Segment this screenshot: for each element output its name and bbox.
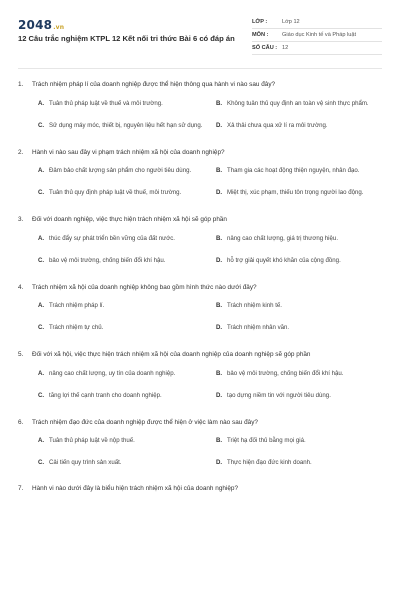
option-text: tăng lợi thế cạnh tranh cho doanh nghiệp.: [49, 391, 162, 399]
question-number: 7.: [18, 485, 24, 492]
answer-options: [18, 163, 382, 202]
option-letter: C.: [38, 459, 45, 467]
question: [18, 283, 382, 338]
option-text: Đảm bảo chất lượng sản phẩm cho người tiêu dùng.: [49, 167, 192, 175]
option-text: Xả thải chưa qua xử lí ra môi trường.: [227, 121, 328, 129]
option-letter: B.: [216, 302, 223, 310]
question-text: Hành vi nào dưới đây là biểu hiện trách nhiệm xã hội của doanh nghiệp?: [32, 485, 239, 492]
answer-options: [18, 298, 382, 337]
option-letter: A.: [38, 302, 45, 310]
question-stem: [18, 148, 382, 158]
option-letter: D.: [216, 189, 223, 197]
document-title: 12 Câu trắc nghiệm KTPL 12 Kết nối tri thức Bài 6 có đáp án: [18, 34, 235, 43]
meta-value: 12: [282, 45, 289, 51]
option-letter: D.: [216, 391, 223, 399]
answer-option[interactable]: [38, 253, 204, 270]
option-letter: D.: [216, 459, 223, 467]
option-text: Tham gia các hoạt động thiện nguyện, nhân đạo.: [227, 167, 360, 175]
meta-row-count: [252, 42, 382, 55]
answer-option[interactable]: [216, 231, 382, 248]
answer-option[interactable]: [216, 298, 382, 315]
question: [18, 418, 382, 473]
option-letter: C.: [38, 256, 45, 264]
option-letter: D.: [216, 121, 223, 129]
logo-suffix: .vn: [53, 24, 65, 31]
question-text: Đối với xã hội, việc thực hiện trách nhiệm xã hội của doanh nghiệp của doanh nghiệp sẽ góp phần: [32, 351, 311, 358]
question-list: [18, 80, 382, 492]
logo-text: 2048: [18, 18, 53, 32]
question-number: 5.: [18, 351, 24, 358]
option-text: Tuân thủ pháp luật về nộp thuế.: [49, 437, 135, 445]
option-letter: D.: [216, 324, 223, 332]
question: [18, 80, 382, 135]
meta-label: SỐ CÂU :: [252, 45, 278, 51]
answer-option[interactable]: [216, 433, 382, 450]
question: [18, 215, 382, 270]
answer-option[interactable]: [38, 185, 204, 202]
answer-option[interactable]: [38, 433, 204, 450]
option-text: Sử dụng máy móc, thiết bị, nguyên liệu hết hạn sử dụng.: [49, 121, 203, 129]
answer-option[interactable]: [216, 253, 382, 270]
answer-option[interactable]: [38, 96, 204, 113]
option-text: Tuân thủ quy định pháp luật về thuế, môi trường.: [49, 189, 182, 197]
option-text: Trách nhiệm tự chủ.: [49, 324, 104, 332]
question-number: 1.: [18, 81, 24, 88]
option-letter: A.: [38, 234, 45, 242]
question: [18, 350, 382, 405]
question-number: 3.: [18, 216, 24, 223]
answer-option[interactable]: [216, 320, 382, 337]
question-stem: [18, 80, 382, 90]
document-header: [18, 12, 382, 62]
answer-option[interactable]: [38, 366, 204, 383]
option-letter: A.: [38, 369, 45, 377]
option-text: nâng cao chất lượng, giá trị thương hiệu.: [227, 234, 339, 242]
option-letter: C.: [38, 189, 45, 197]
option-letter: B.: [216, 167, 223, 175]
question-text: Trách nhiệm xã hội của doanh nghiệp không bao gồm hình thức nào dưới đây?: [32, 283, 257, 291]
option-letter: A.: [38, 99, 45, 107]
meta-row-subject: [252, 29, 382, 42]
option-text: Thực hiện đạo đức kinh doanh.: [227, 459, 312, 467]
question-number: 2.: [18, 148, 24, 156]
option-letter: B.: [216, 234, 223, 242]
document-meta: [252, 16, 382, 55]
question-text: Trách nhiệm đạo đức của doanh nghiệp được thể hiện ở việc làm nào sau đây?: [32, 418, 258, 426]
option-letter: C.: [38, 391, 45, 399]
meta-row-class: [252, 16, 382, 29]
answer-options: [18, 96, 382, 135]
question-text: Đối với doanh nghiệp, việc thực hiện trách nhiệm xã hội sẽ góp phần: [32, 216, 227, 223]
answer-option[interactable]: [38, 298, 204, 315]
answer-option[interactable]: [216, 96, 382, 113]
question-text: Hành vi nào sau đây vi phạm trách nhiệm xã hội của doanh nghiệp?: [32, 148, 225, 156]
option-text: Cải tiến quy trình sản xuất.: [49, 459, 122, 467]
option-text: nâng cao chất lượng, uy tín của doanh nghiệp.: [49, 369, 176, 377]
option-text: thúc đẩy sự phát triển bền vững của đất nước.: [49, 234, 175, 242]
option-text: Trách nhiệm pháp lí.: [49, 302, 105, 310]
question-stem: [18, 283, 382, 293]
answer-option[interactable]: [38, 388, 204, 405]
meta-label: MÔN :: [252, 32, 269, 38]
option-text: tạo dựng niềm tin với người tiêu dùng.: [227, 391, 331, 399]
answer-option[interactable]: [38, 231, 204, 248]
option-letter: A.: [38, 437, 45, 445]
option-letter: B.: [216, 369, 223, 377]
option-text: Trách nhiệm kinh tế.: [227, 302, 282, 310]
question-stem-cutoff: [18, 485, 382, 492]
answer-option[interactable]: [216, 455, 382, 472]
site-logo[interactable]: [18, 18, 64, 32]
question-text: Trách nhiệm pháp lí của doanh nghiệp được thể hiện thông qua hành vi nào sau đây?: [32, 81, 276, 88]
answer-option[interactable]: [216, 388, 382, 405]
option-text: Trách nhiệm nhân văn.: [227, 324, 290, 332]
question-stem: [18, 418, 382, 428]
option-letter: B.: [216, 99, 223, 107]
header-divider: [18, 68, 382, 69]
answer-option[interactable]: [38, 320, 204, 337]
question: [18, 148, 382, 203]
answer-options: [18, 433, 382, 472]
question-number: 4.: [18, 283, 24, 291]
option-letter: D.: [216, 256, 223, 264]
option-text: bảo vệ môi trường, chống biến đổi khí hậu.: [227, 369, 344, 377]
option-text: Tuân thủ pháp luật về thuế và môi trường.: [49, 99, 163, 107]
answer-option[interactable]: [38, 118, 204, 135]
option-letter: C.: [38, 121, 45, 129]
option-letter: C.: [38, 324, 45, 332]
option-text: Không tuân thủ quy định an toàn vệ sinh thực phẩm.: [227, 99, 369, 107]
answer-option[interactable]: [216, 163, 382, 180]
answer-options: [18, 231, 382, 270]
option-text: Miệt thị, xúc phạm, thiếu tôn trọng người lao động.: [227, 189, 364, 197]
meta-value: Giáo dục Kinh tế và Pháp luật: [282, 32, 357, 38]
option-letter: A.: [38, 167, 45, 175]
option-text: bảo vệ môi trường, chống biến đổi khí hậu.: [49, 256, 166, 264]
answer-options: [18, 366, 382, 405]
answer-option[interactable]: [38, 455, 204, 472]
meta-label: LỚP :: [252, 19, 268, 25]
option-letter: B.: [216, 437, 223, 445]
answer-option[interactable]: [216, 366, 382, 383]
answer-option[interactable]: [38, 163, 204, 180]
answer-option[interactable]: [216, 118, 382, 135]
option-text: Triệt hạ đối thủ bằng mọi giá.: [227, 437, 306, 445]
option-text: hỗ trợ giải quyết khó khăn của cộng đồng.: [227, 256, 341, 264]
question-number: 6.: [18, 418, 24, 426]
question-stem: [18, 215, 382, 225]
answer-option[interactable]: [216, 185, 382, 202]
question-stem: [18, 350, 382, 360]
meta-value: Lớp 12: [282, 19, 300, 25]
